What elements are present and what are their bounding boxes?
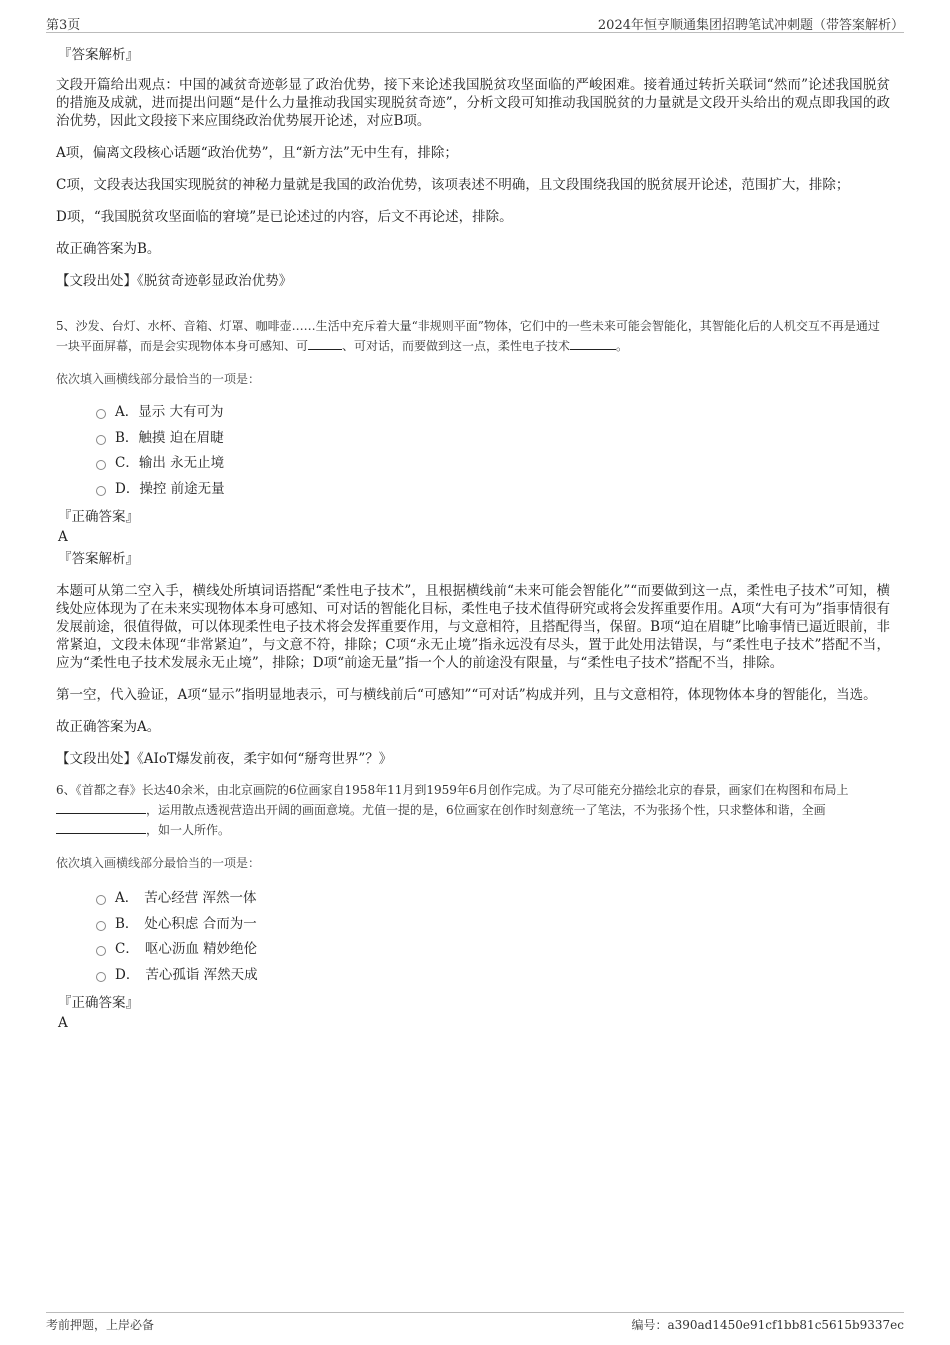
q6-stem-part-1: 6、《首都之春》长达40余米，由北京画院的6位画家自1958年11月到1959年6月创作完成。为了尽可能充分描绘北京的春景，画家们在构图和布局上 <box>56 783 849 797</box>
q6-option-b[interactable] <box>96 912 890 938</box>
option-label: D． <box>115 480 140 497</box>
document-title: 2024年恒亨顺通集团招聘笔试冲刺题（带答案解析） <box>597 18 904 33</box>
q5-blank-1 <box>308 337 342 350</box>
option-text: 呕心沥血 精妙绝伦 <box>144 941 258 957</box>
option-label: A． <box>115 404 139 420</box>
q5-option-a[interactable] <box>96 400 890 426</box>
document-code: 编号：a390ad1450e91cf1bb81c5615b9337ec <box>631 1318 904 1332</box>
footer-slogan: 考前押题，上岸必备 <box>46 1318 155 1332</box>
option-text: 苦心经营 浑然一体 <box>144 890 257 906</box>
option-label: B． <box>115 915 139 932</box>
q6-correct-answer: A <box>58 1015 68 1031</box>
q5-stem-part-3: 。 <box>616 339 629 353</box>
q5-stem <box>56 316 890 356</box>
q6-blank-1 <box>56 801 146 814</box>
radio-icon[interactable] <box>96 460 106 470</box>
page-content <box>56 44 890 1032</box>
q4-analysis: 文段开篇给出观点：中国的减贫奇迹彰显了政治优势，接下来论述我国脱贫攻坚面临的严峻困难。接着通过转折关联词“然而”论述我国脱贫的措施及成就，进而提出问题“是什么力量推动我国实现脱贫奇迹”，分析文段可知推动我国脱贫的力量就是文段开头给出的观点即我国的政治优势，因此文段接下来应围绕政治优势展开论述，对应B项。 <box>56 77 890 129</box>
q4-source: 【文段出处】《脱贫奇迹彰显政治优势》 <box>56 273 293 289</box>
option-text: 输出 永无止境 <box>138 455 225 471</box>
page-number: 第3页 <box>46 18 81 33</box>
radio-icon[interactable] <box>96 486 106 496</box>
q5-option-d[interactable] <box>96 477 890 503</box>
option-label: D． <box>115 966 140 983</box>
q6-option-c[interactable] <box>96 937 890 963</box>
q5-analysis-2: 第一空，代入验证，A项“显示”指明显地表示，可与横线前后“可感知”“可对话”构成并列，且与文意相符，体现物体本身的智能化，当选。 <box>56 687 877 703</box>
q6-stem-part-3: ，如一人所作。 <box>146 823 231 837</box>
q6-stem-part-2: ，运用散点透视营造出开阔的画面意境。尤值一提的是，6位画家在创作时刻意统一了笔法，不为张扬个性，只求整体和谐，全画 <box>146 803 826 817</box>
q4-conclusion: 故正确答案为B。 <box>56 241 161 257</box>
option-text: 显示 大有可为 <box>138 404 224 420</box>
page-header <box>46 12 904 33</box>
option-label: B． <box>115 429 139 446</box>
option-text: 苦心孤诣 浑然天成 <box>145 966 258 983</box>
option-text: 触摸 迫在眉睫 <box>138 429 224 446</box>
q5-stem-part-1: 5、沙发、台灯、水杯、音箱、灯罩、咖啡壶……生活中充斥着大量“非规则平面”物体，它们中的一些未来可能会智能化，其智能化后的人机交互不再是通过一块平面屏幕，而是会实现物体本身可感知、可 <box>56 319 880 353</box>
radio-icon[interactable] <box>96 946 106 956</box>
radio-icon[interactable] <box>96 435 106 445</box>
q5-source: 【文段出处】《AIoT爆发前夜，柔宇如何“掰弯世界”？》 <box>56 751 393 767</box>
option-label: A． <box>115 890 139 906</box>
q6-prompt: 依次填入画横线部分最恰当的一项是： <box>56 856 261 870</box>
q4-analysis-label: 『答案解析』 <box>58 47 139 63</box>
q5-correct-answer: A <box>58 529 68 545</box>
q4-option-d-note: D项，“我国脱贫攻坚面临的窘境”是已论述过的内容，后文不再论述，排除。 <box>56 209 513 225</box>
page-footer <box>46 1312 904 1335</box>
q5-blank-2 <box>570 337 616 350</box>
q5-stem-part-2: 、可对话，而要做到这一点，柔性电子技术 <box>342 339 571 353</box>
option-label: C． <box>115 941 139 957</box>
radio-icon[interactable] <box>96 972 106 982</box>
q5-option-c[interactable] <box>96 451 890 477</box>
q4-option-c-note: C项，文段表达我国实现脱贫的神秘力量就是我国的政治优势，该项表述不明确，且文段围绕我国的脱贫展开论述，范围扩大，排除； <box>56 177 850 193</box>
radio-icon[interactable] <box>96 921 106 931</box>
q5-correct-label: 『正确答案』 <box>58 509 139 525</box>
q6-option-d[interactable] <box>96 963 890 989</box>
q6-correct-label: 『正确答案』 <box>58 995 139 1011</box>
radio-icon[interactable] <box>96 895 106 905</box>
q6-stem <box>56 780 890 840</box>
q6-options <box>96 886 890 988</box>
radio-icon[interactable] <box>96 409 106 419</box>
q5-conclusion: 故正确答案为A。 <box>56 719 161 735</box>
option-text: 操控 前途无量 <box>139 480 225 497</box>
option-text: 处心积虑 合而为一 <box>144 915 257 932</box>
q6-blank-2 <box>56 821 146 834</box>
q5-prompt: 依次填入画横线部分最恰当的一项是： <box>56 372 261 386</box>
q6-option-a[interactable] <box>96 886 890 912</box>
q4-option-a-note: A项，偏离文段核心话题“政治优势”，且“新方法”无中生有，排除； <box>56 145 458 161</box>
q5-analysis-label: 『答案解析』 <box>58 551 139 567</box>
q5-option-b[interactable] <box>96 426 890 452</box>
q5-options <box>96 400 890 502</box>
q5-analysis-1: 本题可从第二空入手，横线处所填词语搭配“柔性电子技术”，且根据横线前“未来可能会智能化”“而要做到这一点，柔性电子技术”可知，横线处应体现为了在未来实现物体本身可感知、可对话的智能化目标，柔性电子技术值得研究或将会发挥重要作用。A项“大有可为”指事情很有发展前途，很值得做，可以体现柔性电子技术将会发挥重要作用，与文意相符，且搭配得当，保留。B项“迫在眉睫”比喻事情已逼近眼前，非常紧迫，文段未体现“非常紧迫”，与文意不符，排除；C项“永无止境”指永远没有尽头，置于此处用法错误，与“柔性电子技术”搭配不当，应为“柔性电子技术发展永无止境”，排除；D项“前途无量”指一个人的前途没有限量，与“柔性电子技术”搭配不当，排除。 <box>56 583 890 671</box>
option-label: C． <box>115 455 139 471</box>
